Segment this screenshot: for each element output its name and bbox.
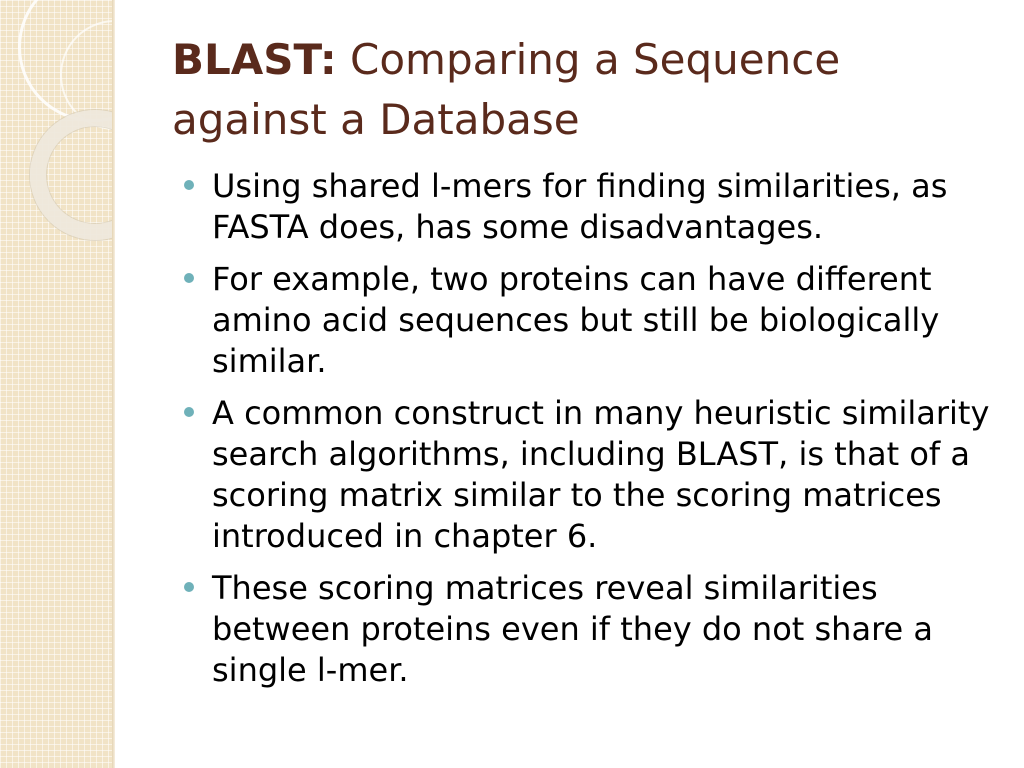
bullet-text: These scoring matrices reveal similarities between proteins even if they do not share a single l-mer.: [212, 569, 933, 689]
bullet-item: [184, 259, 1004, 382]
bullet-text: Using shared l-mers for finding similarities, as FASTA does, has some disadvantages.: [212, 167, 948, 246]
bullet-list: [184, 166, 1004, 702]
slide-title-bold: BLAST:: [172, 35, 337, 84]
bullet-item: [184, 393, 1004, 557]
slide-title: [172, 30, 992, 150]
bullet-dot-icon: [184, 273, 194, 283]
decorative-side-panel: [0, 0, 112, 768]
bullet-dot-icon: [184, 180, 194, 190]
decorative-ring: [30, 110, 112, 240]
bullet-text: A common construct in many heuristic similarity search algorithms, including BLAST, is that of a scoring matrix similar to the scoring matrices introduced in chapter 6.: [212, 394, 990, 555]
side-panel-edge: [112, 0, 115, 768]
bullet-dot-icon: [184, 582, 194, 592]
bullet-item: [184, 568, 1004, 691]
slide-title-rest: Comparing a Sequence against a Database: [172, 35, 841, 144]
bullet-dot-icon: [184, 407, 194, 417]
bullet-text: For example, two proteins can have different amino acid sequences but still be biologically similar.: [212, 260, 940, 380]
bullet-item: [184, 166, 1004, 248]
